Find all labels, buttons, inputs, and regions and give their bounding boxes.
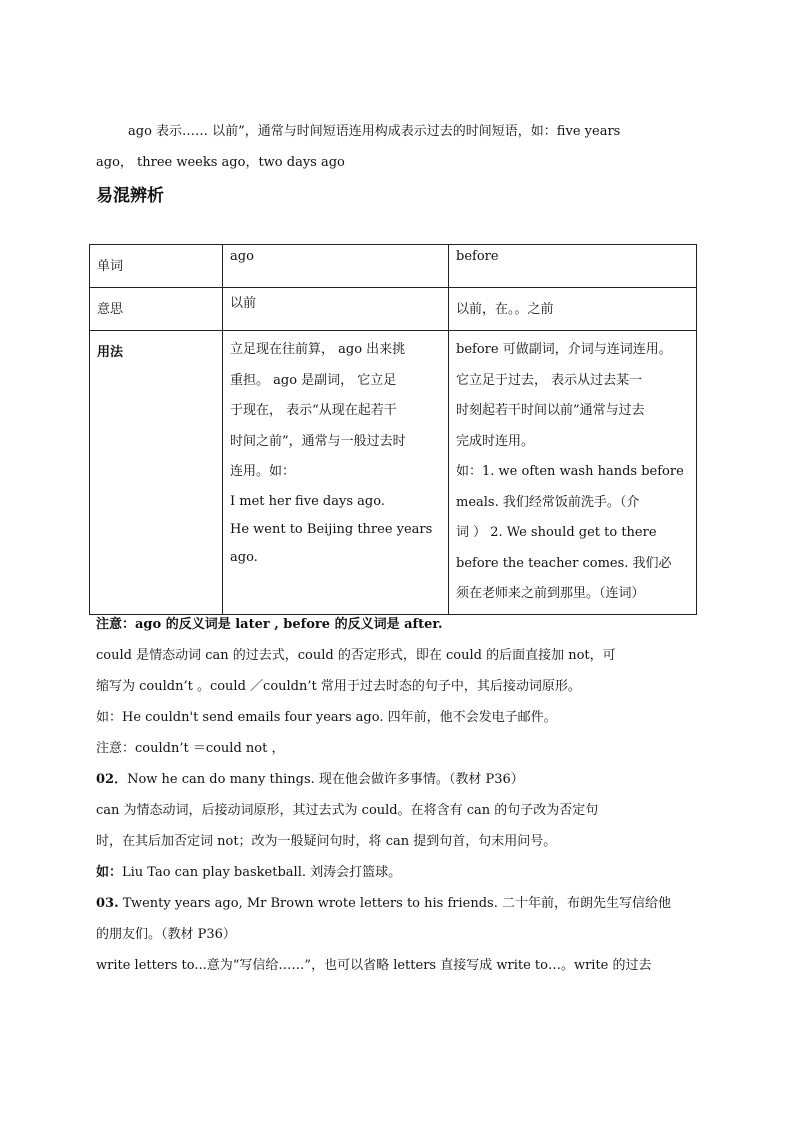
before-usage-line: 时刻起若干时间以前”通常与过去: [456, 403, 645, 418]
before-usage-line: 它立足于过去， 表示从过去某一: [456, 372, 643, 388]
row-label-word: 单词: [90, 245, 223, 288]
cell-before-meaning: 以前，在。。之前: [449, 288, 697, 331]
ago-example: He went to Beijing three years: [230, 521, 433, 537]
item-02-example: 如：Liu Tao can play basketball. 刘涛会打篮球。: [96, 865, 402, 880]
ago-example: ago.: [230, 549, 258, 565]
item-03-number: 03.: [96, 896, 119, 911]
intro-line-1: ago 表示…… 以前”，通常与时间短语连用构成表示过去的时间短语，如：five years: [128, 124, 621, 139]
ago-usage-line: 立足现在往前算， ago 出来挑: [230, 342, 406, 357]
before-usage-line: 如：1. we often wash hands before: [456, 464, 684, 479]
item-03-sentence-1: 03. Twenty years ago, Mr Brown wrote letters to his friends. 二十年前，布朗先生写信给他: [96, 896, 671, 911]
item-03-sentence-2: 的朋友们。（教材 P36）: [96, 927, 236, 942]
comparison-table: [89, 244, 697, 615]
item-03-explanation: write letters to...意为“写信给……”，也可以省略 letters 直接写成 write to…。write 的过去: [96, 958, 652, 973]
note-could-line-1: could 是情态动词 can 的过去式，could 的否定形式，即在 could 的后面直接加 not，可: [96, 648, 616, 663]
note-couldnt: 注意：couldn’t ＝could not ，: [96, 741, 285, 756]
table-row: [90, 331, 697, 615]
row-label-usage: 用法: [90, 331, 223, 615]
before-usage-line: meals. 我们经常饭前洗手。（介: [456, 494, 640, 510]
note-antonyms: 注意：ago 的反义词是 later , before 的反义词是 after.: [96, 617, 443, 632]
cell-before-usage: [449, 331, 697, 615]
ago-usage-line: 于现在， 表示“从现在起若干: [230, 403, 397, 418]
note-could-line-2: 缩写为 couldn’t 。could ／couldn’t 常用于过去时态的句子中，其后接动词原形。: [96, 679, 581, 694]
cell-before-word: before: [449, 245, 697, 288]
before-usage-line: 词 ） 2. We should get to there: [456, 525, 657, 540]
item-02-number: 02．: [96, 772, 128, 787]
table-row: [90, 245, 697, 288]
before-usage-line: 完成时连用。: [456, 433, 535, 449]
before-usage-line: before the teacher comes. 我们必: [456, 555, 672, 571]
table-row: [90, 288, 697, 331]
cell-ago-word: ago: [223, 245, 449, 288]
before-usage-line: before 可做副词，介词与连词连用。: [456, 342, 672, 357]
intro-line-2: ago， three weeks ago，two days ago: [96, 155, 345, 170]
item-02-explanation-2: 时，在其后加否定词 not；改为一般疑问句时，将 can 提到句首，句末用问号。: [96, 834, 557, 849]
cell-ago-usage: [223, 331, 449, 615]
item-02-example-label: 如：: [96, 865, 123, 880]
item-02-explanation-1: can 为情态动词，后接动词原形，其过去式为 could。在将含有 can 的句子改为否定句: [96, 803, 599, 818]
section-heading: 易混辨析: [96, 186, 164, 206]
note-could-example: 如：He couldn't send emails four years ago. 四年前，他不会发电子邮件。: [96, 710, 557, 725]
cell-ago-meaning: 以前: [223, 288, 449, 331]
ago-usage-line: 重担。 ago 是副词， 它立足: [230, 372, 397, 388]
item-02-sentence: 02．Now he can do many things. 现在他会做许多事情。（教材 P36）: [96, 772, 524, 787]
before-usage-line: 须在老师来之前到那里。（连词）: [456, 586, 645, 601]
ago-example: I met her five days ago.: [230, 493, 385, 509]
ago-usage-line: 连用。如：: [230, 464, 296, 479]
row-label-meaning: 意思: [90, 288, 223, 331]
ago-usage-line: 时间之前”，通常与一般过去时: [230, 433, 406, 449]
